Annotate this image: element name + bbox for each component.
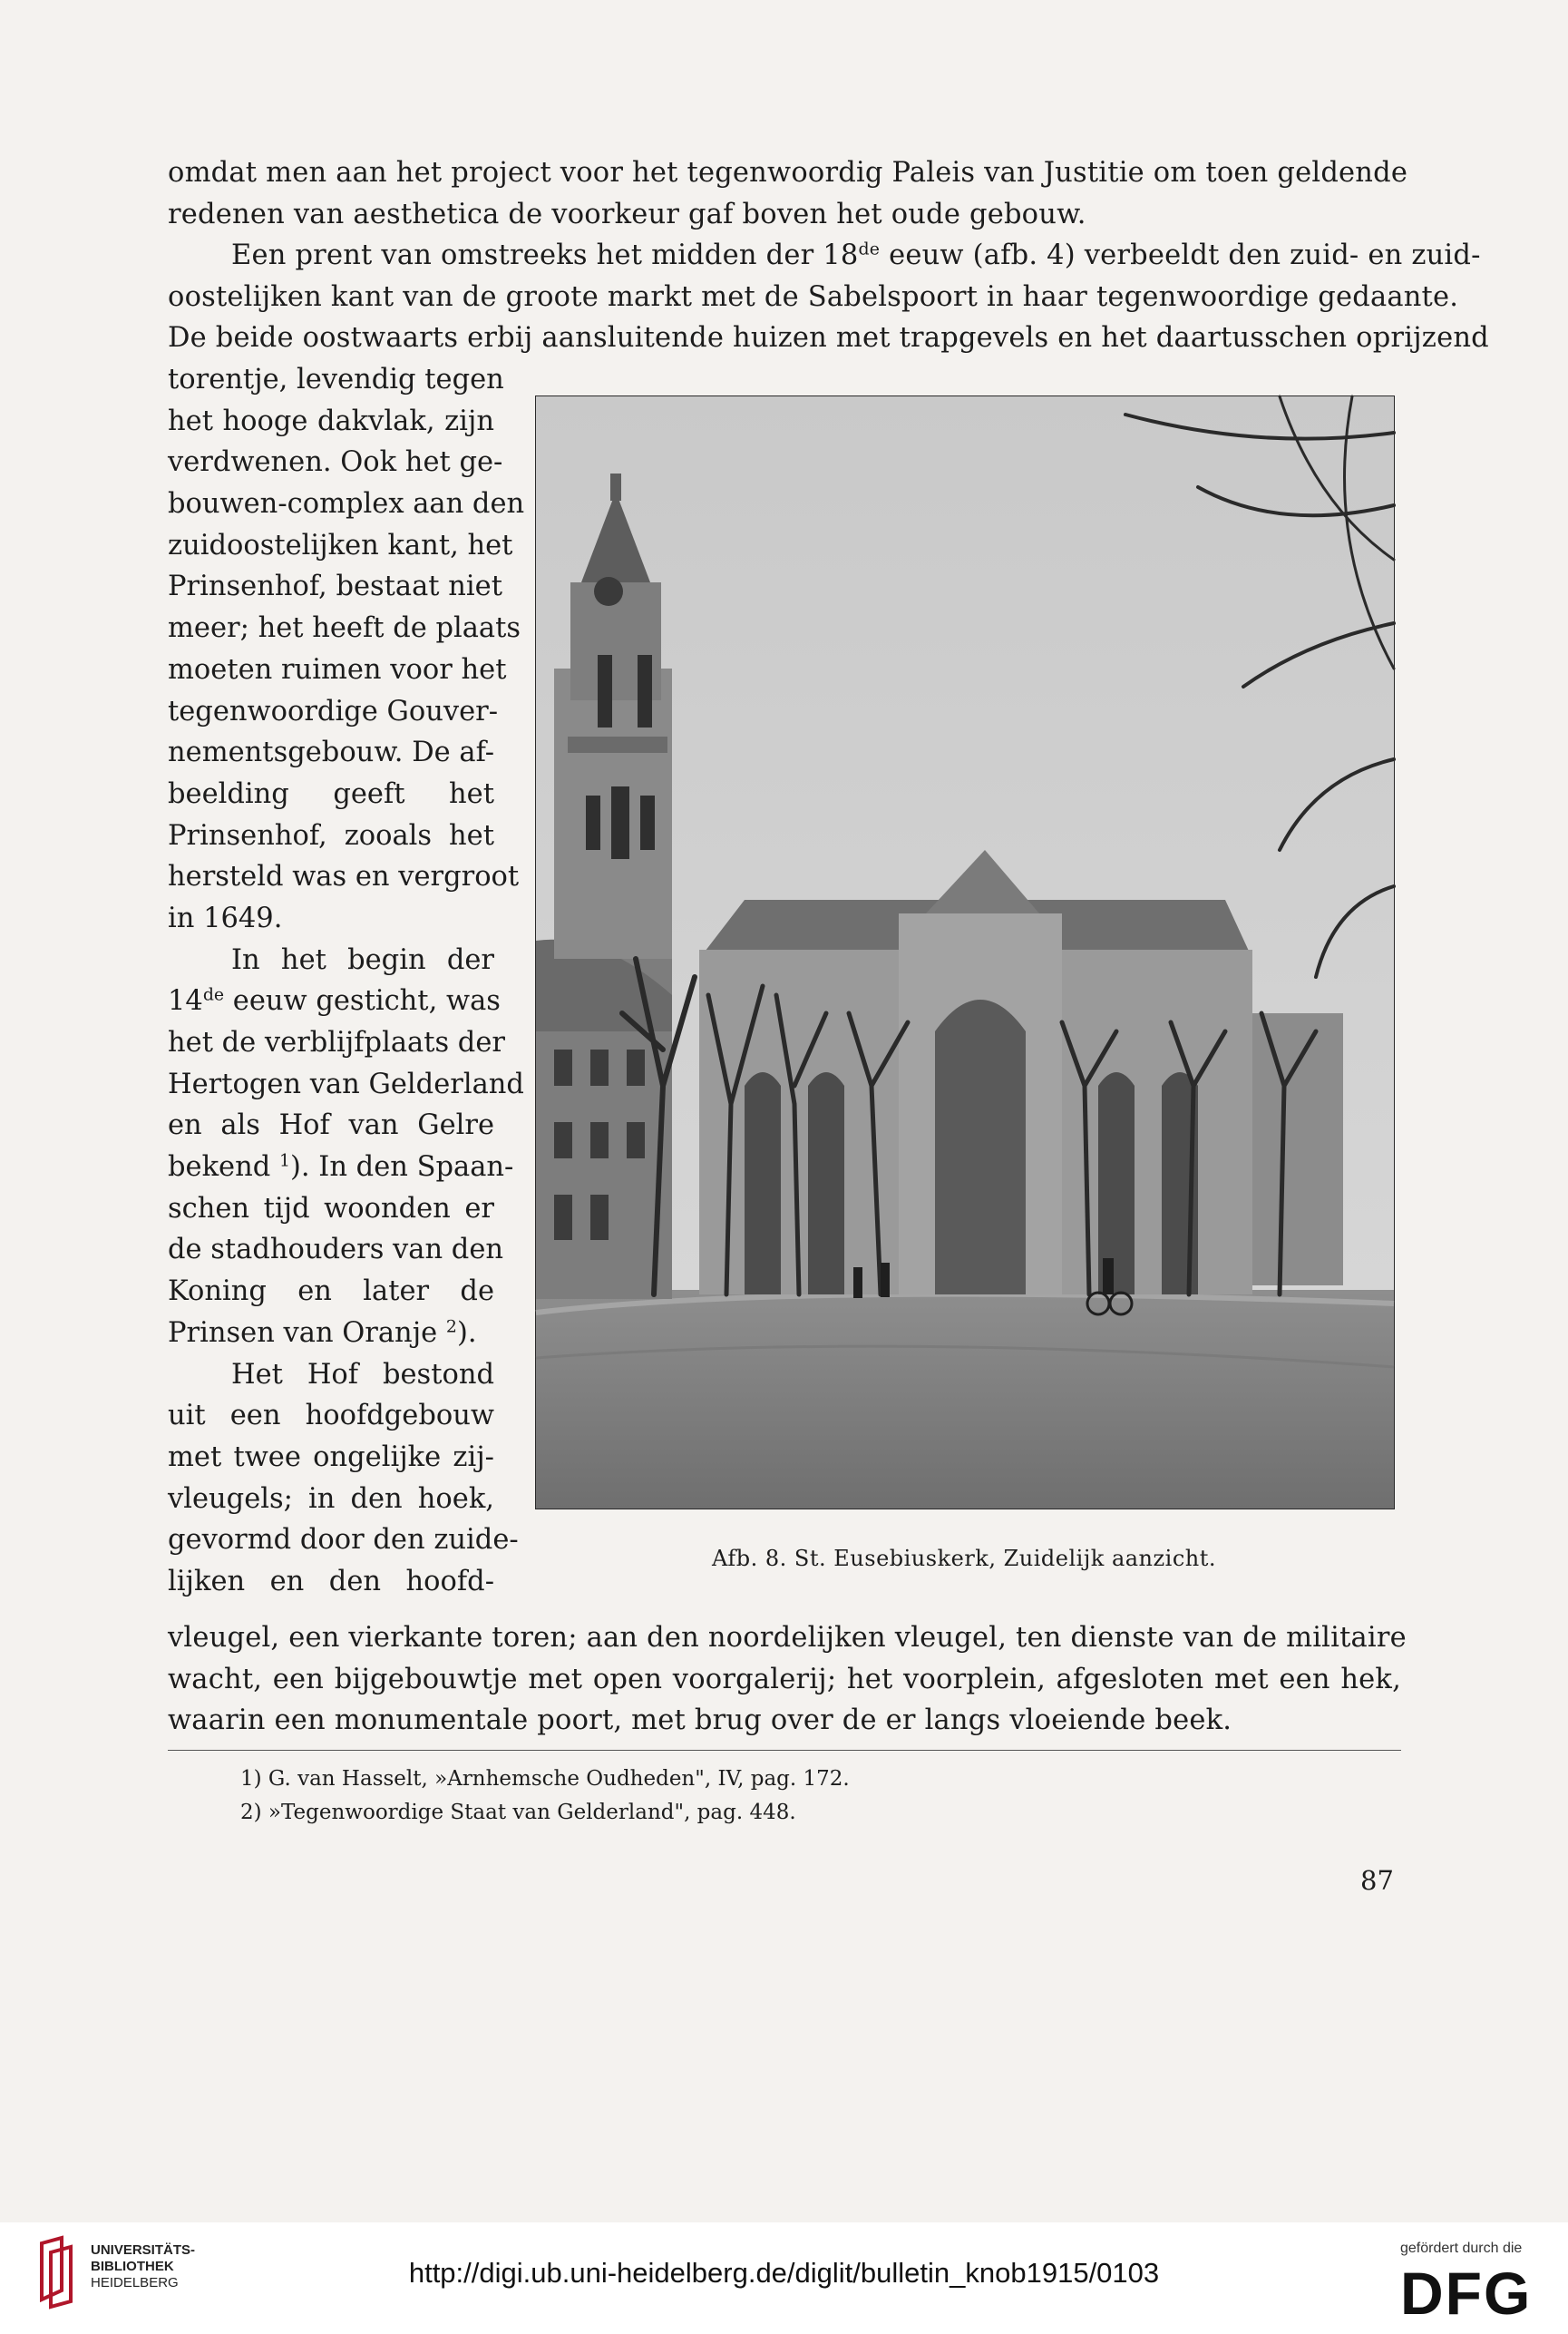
footnotes	[240, 1763, 850, 1830]
text-line: wacht, een bijgebouwtje met open voorgalerij; het voorplein, afgesloten met een hek,	[168, 1663, 1401, 1695]
text-line: Het Hof bestond	[231, 1358, 494, 1391]
text-line: vleugels; in den hoek,	[168, 1482, 494, 1515]
footnote-divider	[168, 1750, 1401, 1751]
text-line: waarin een monumentale poort, met brug over de er langs vloeiende beek.	[168, 1704, 1232, 1736]
text-line: schen tijd woonden er	[168, 1192, 494, 1225]
text-line: verdwenen. Ook het ge-	[168, 446, 503, 479]
text-line: Prinsen van Oranje $^2$).	[168, 1316, 477, 1349]
text-line: in 1649.	[168, 902, 283, 934]
text-line: vleugel, een vierkante toren; aan den noordelijken vleugel, ten dienste van de militaire	[168, 1622, 1407, 1654]
library-name-line: UNIVERSITÄTS-	[91, 2242, 196, 2258]
library-name-line: HEIDELBERG	[91, 2275, 179, 2290]
text-line: gevormd door den zuide-	[168, 1524, 519, 1557]
text-line: De beide oostwaarts erbij aansluitende huizen met trapgevels en het daartusschen oprijzend	[168, 322, 1489, 354]
text-line: redenen van aesthetica de voorkeur gaf boven het oude gebouw.	[168, 198, 1086, 230]
dfg-logo: DFG	[1400, 2260, 1533, 2327]
library-name-line: BIBLIOTHEK	[91, 2259, 174, 2274]
text-line: tegenwoordige Gouver-	[168, 695, 499, 728]
footnote: 1) G. van Hasselt, »Arnhemsche Oudheden", IV, pag. 172.	[240, 1767, 850, 1791]
text-line: lijken en den hoofd-	[168, 1565, 494, 1597]
text-line: de stadhouders van den	[168, 1234, 504, 1266]
paragraph-1	[168, 152, 1408, 235]
text-line: oostelijken kant van de groote markt met de Sabelspoort in haar tegenwoordige gedaante.	[168, 280, 1459, 313]
text-line: Hertogen van Gelderland	[168, 1068, 524, 1100]
church-illustration	[536, 396, 1394, 1509]
text-line: bekend $^1$). In den Spaan-	[168, 1150, 514, 1184]
text-line: zuidoostelijken kant, het	[168, 529, 513, 562]
footnote-ref: 1	[278, 1150, 290, 1171]
text-line: met twee ongelijke zij-	[168, 1440, 494, 1473]
text-line: nementsgebouw. De af-	[168, 737, 495, 769]
figure-caption: Afb. 8. St. Eusebiuskerk, Zuidelijk aanzicht.	[711, 1546, 1217, 1571]
text-line: beelding geeft het	[168, 777, 494, 810]
text-line: het hooge dakvlak, zijn	[168, 405, 494, 437]
text-line: en als Hof van Gelre	[168, 1109, 494, 1142]
text-line: Koning en later de	[168, 1275, 494, 1308]
text-line: meer; het heeft de plaats	[168, 612, 521, 645]
text-line: bouwen-complex aan den	[168, 488, 525, 521]
text-line: omdat men aan het project voor het tegenwoordig Paleis van Justitie om toen geldende	[168, 157, 1408, 189]
text-line: moeten ruimen voor het	[168, 653, 507, 686]
text-line: het de verblijfplaats der	[168, 1027, 505, 1059]
text-line: hersteld was en vergroot	[168, 861, 520, 894]
text-line: 14de eeuw gesticht, was	[168, 984, 501, 1018]
permalink[interactable]: http://digi.ub.uni-heidelberg.de/diglit/bulletin_knob1915/0103	[408, 2257, 1160, 2289]
text-line: uit een hoofdgebouw	[168, 1400, 494, 1432]
church-photograph	[535, 396, 1395, 1509]
text-column	[168, 359, 525, 1603]
paragraph-2	[168, 235, 1489, 359]
page-number: 87	[1360, 1865, 1394, 1896]
paragraph-end	[168, 1617, 1407, 1742]
text-line: Een prent van omstreeks het midden der 18de eeuw (afb. 4) verbeeldt den zuid- en zuid-	[231, 239, 1481, 271]
funding-note: gefördert durch die	[1400, 2241, 1523, 2256]
footnote-ref: 2	[445, 1316, 457, 1337]
text-line: torentje, levendig tegen	[168, 364, 504, 396]
text-line: Prinsenhof, zooals het	[168, 819, 494, 852]
footnote: 2) »Tegenwoordige Staat van Gelderland", pag. 448.	[240, 1801, 796, 1824]
text-line: In het begin der	[231, 943, 494, 976]
text-line: Prinsenhof, bestaat niet	[168, 571, 502, 603]
footer-bar	[0, 2222, 1568, 2334]
